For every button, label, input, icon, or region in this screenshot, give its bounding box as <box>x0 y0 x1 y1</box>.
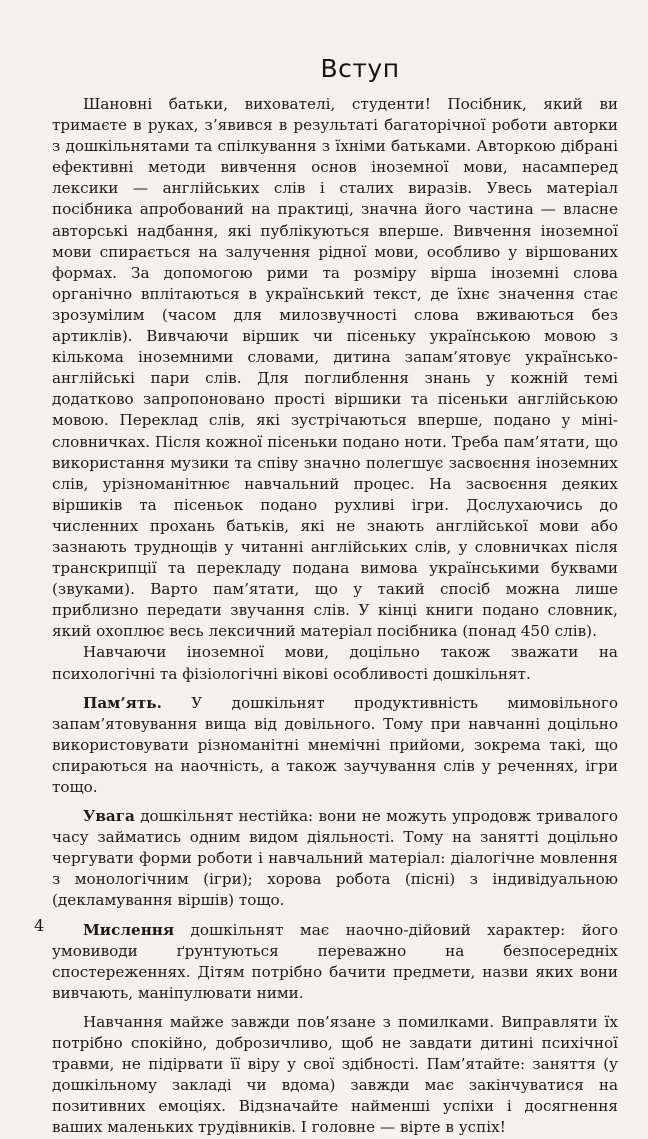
paragraph-text: дошкільнят нестійка: вони не можуть упродовж тривалого часу займатись одним видом діяльності. Тому на занятті доцільно чергувати форми роботи і навчальний матеріал: діалогічне мовлення з монологічним (ігри); хорова робота (пісні) з індивідуальною (декламування віршів) тощо. <box>52 807 618 910</box>
paragraph-attention <box>52 806 618 911</box>
body-text <box>52 94 618 1139</box>
paragraph-lead: Увага <box>83 807 135 826</box>
paragraph-lead: Пам’ять. <box>83 693 162 712</box>
paragraph-age-features <box>52 642 618 684</box>
paragraph-text: дошкільнят має наочно-дійовий характер: його умовиводи ґрунтуються переважно на безпосередніх спостереженнях. Дітям потрібно бачити предмети, назви яких вони вивчають, маніпулювати ними. <box>52 920 618 1002</box>
paragraph-text: Навчаючи іноземної мови, доцільно також зважати на психологічні та фізіологічні вікові особливості дошкільнят. <box>52 643 618 683</box>
page-number: 4 <box>34 916 45 935</box>
paragraph-memory <box>52 693 618 798</box>
paragraph-text: Навчання майже завжди пов’язане з помилками. Виправляти їх потрібно спокійно, доброзичливо, щоб не завдати дитині психічної травми, не підірвати її віру у свої здібності. Пам’ятайте: заняття (у дошкільному закладі чи вдома) завжди має закінчуватися на позитивних емоціях. Відзначайте найменші успіхи і досягнення ваших маленьких трудівників. І головне — вірте в успіх! <box>52 1012 618 1137</box>
paragraph-thinking <box>52 920 618 1004</box>
page-title: Вступ <box>320 54 400 83</box>
paragraph-mistakes <box>52 1012 618 1139</box>
paragraph-intro <box>52 94 618 642</box>
paragraph-text: У дошкільнят продуктивність мимовільного запам’ятовування вища від довільного. Тому при навчанні доцільно використовувати різноманітні мнемічні прийоми, зокрема такі, що спираються на наочність, а також заучування слів у реченнях, ігри тощо. <box>52 693 618 796</box>
paragraph-text: Шановні батьки, вихователі, студенти! Посібник, який ви тримаєте в руках, з’явився в результаті багаторічної роботи авторки з дошкільнятами та спілкування з їхніми батьками. Авторкою дібрані ефективні методи вивчення основ іноземної мови, насамперед лексики — англійських слів і сталих виразів. Увесь матеріал посібника апробований на практиці, значна його частина — власне авторські надбання, які публікуються вперше. Вивчення іноземної мови спирається на залучення рідної мови, особливо у віршованих формах. За допомогою рими та розміру вірша іноземні слова органічно вплітаються в український текст, де їхнє значення стає зрозумілим (часом для милозвучності слова вживаються без артиклів). Вивчаючи віршик чи пісеньку українською мовою з кількома іноземними словами, дитина запам’ятовує українсько-англійські пари слів. Для поглиблення знань у кожній темі додатково запропоновано прості віршики та пісеньки англійською мовою. Переклад слів, які зустрічаються вперше, подано у міні-словничках. Після кожної пісеньки подано ноти. Треба пам’ятати, що використання музики та співу значно полегшує засвоєння іноземних слів, урізноманітнює навчальний процес. На засвоєння деяких віршиків та пісеньок подано рухливі ігри. Дослухаючись до численних прохань батьків, які не знають англійської мови або зазнають труднощів у читанні англійських слів, у словничках після транскрипції та перекладу подана вимова українськими буквами (звуками). Варто пам’ятати, що у такий спосіб можна лише приблизно передати звучання слів. У кінці книги подано словник, який охоплює весь лексичний матеріал посібника (понад 450 слів). <box>52 95 618 641</box>
paragraph-lead: Мислення <box>83 920 175 939</box>
